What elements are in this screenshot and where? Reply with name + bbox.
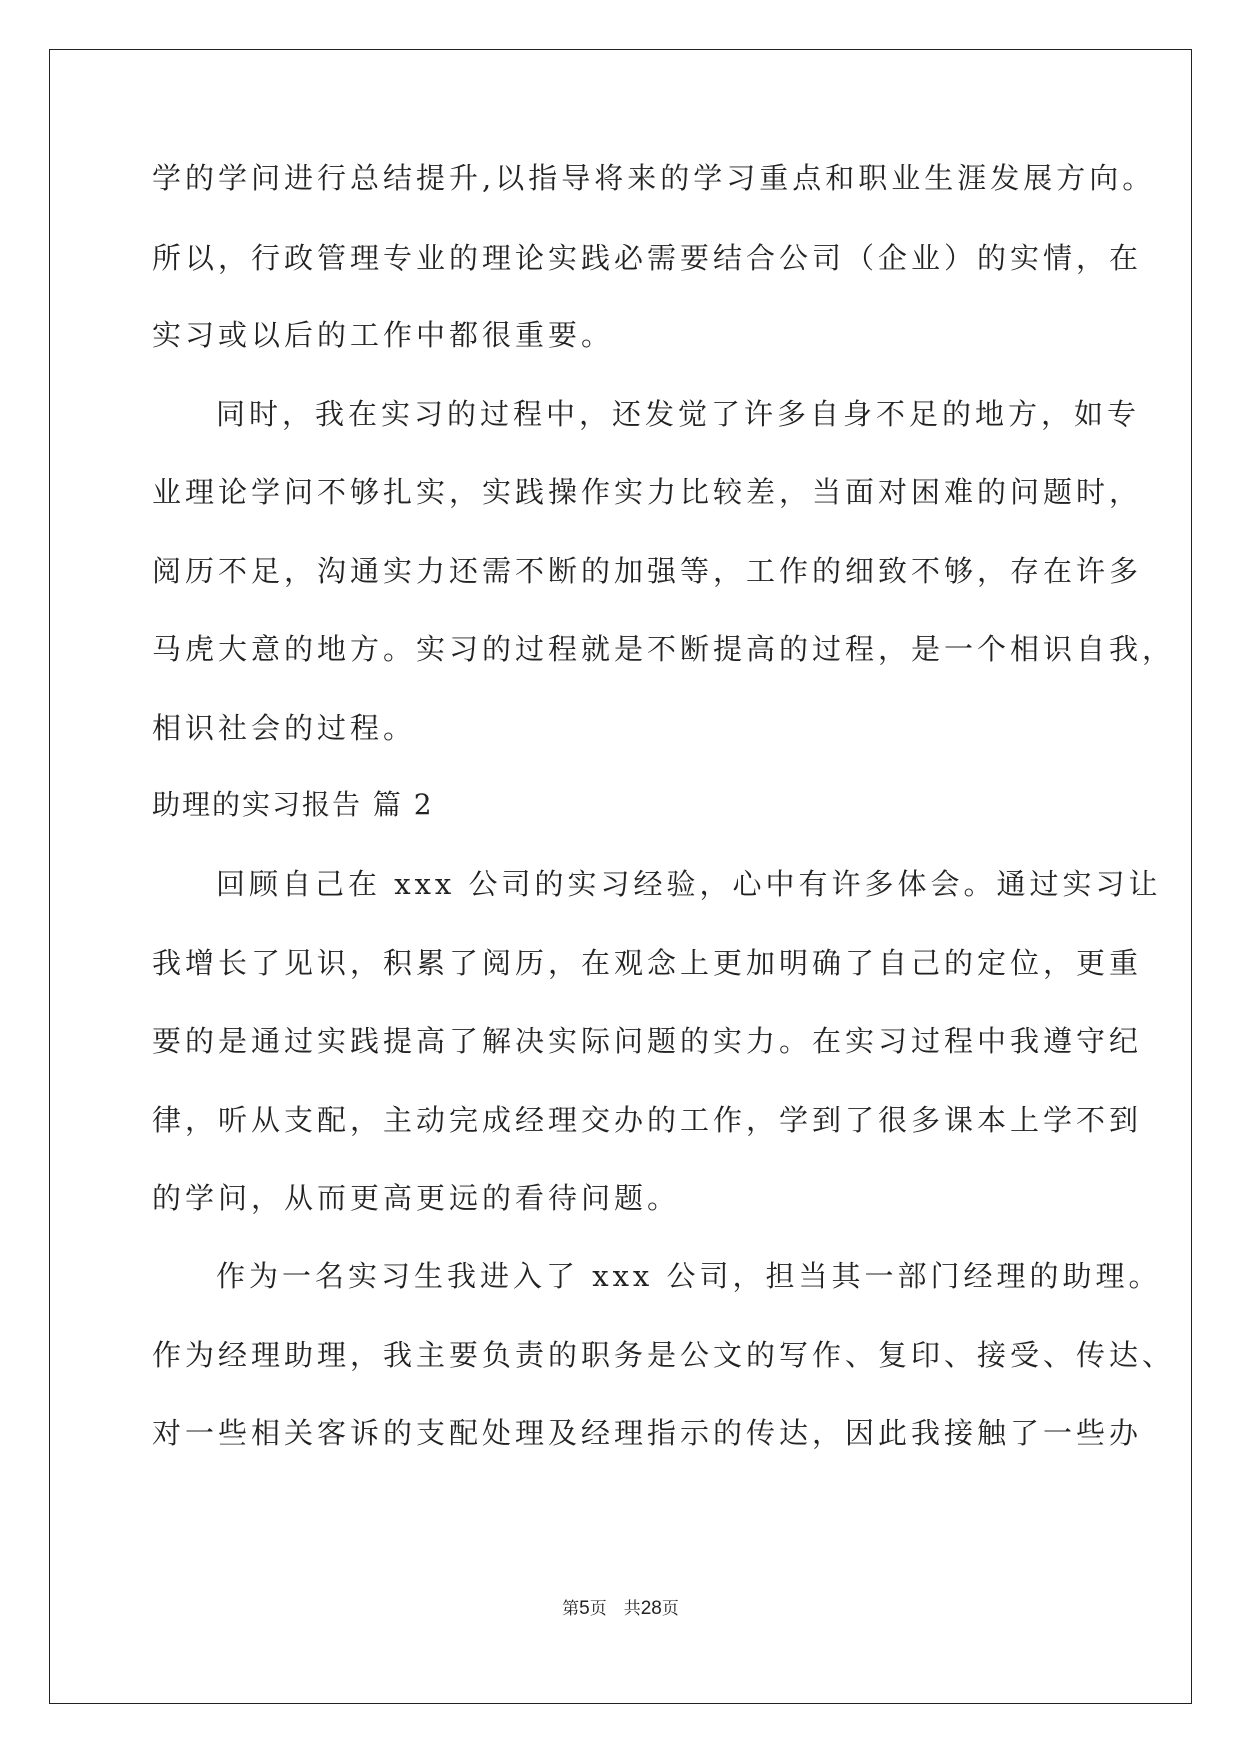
text-line: 回顾自己在 xxx 公司的实习经验，心中有许多体会。通过实习让	[216, 867, 1162, 901]
text-line: 马虎大意的地方。实习的过程就是不断提高的过程，是一个相识自我，	[152, 632, 1176, 666]
footer-prefix: 第	[562, 1599, 580, 1618]
text-line: 实习或以后的工作中都很重要。	[152, 318, 615, 352]
footer-mid: 页 共	[589, 1599, 641, 1618]
text-line: 对一些相关客诉的支配处理及经理指示的传达，因此我接触了一些办	[152, 1416, 1143, 1450]
text-line: 要的是通过实践提高了解决实际问题的实力。在实习过程中我遵守纪	[152, 1024, 1143, 1058]
footer-suffix: 页	[661, 1599, 679, 1618]
text-line: 的学问，从而更高更远的看待问题。	[152, 1181, 681, 1215]
text-line: 同时，我在实习的过程中，还发觉了许多自身不足的地方，如专	[216, 397, 1141, 431]
text-line: 作为一名实习生我进入了 xxx 公司，担当其一部门经理的助理。	[216, 1259, 1162, 1293]
page-total: 28	[640, 1598, 662, 1619]
text-line: 相识社会的过程。	[152, 711, 417, 745]
page-footer	[0, 1594, 1241, 1620]
text-line: 学的学问进行总结提升,以指导将来的学习重点和职业生涯发展方向。	[152, 161, 1156, 195]
text-line: 阅历不足，沟通实力还需不断的加强等，工作的细致不够，存在许多	[152, 554, 1143, 588]
text-line: 律，听从支配，主动完成经理交办的工作，学到了很多课本上学不到	[152, 1103, 1143, 1137]
text-line: 我增长了见识，积累了阅历，在观念上更加明确了自己的定位，更重	[152, 946, 1143, 980]
text-line: 业理论学问不够扎实，实践操作实力比较差，当面对困难的问题时，	[152, 475, 1143, 509]
text-line: 作为经理助理，我主要负责的职务是公文的写作、复印、接受、传达、	[152, 1338, 1176, 1372]
text-line: 所以，行政管理专业的理论实践必需要结合公司（企业）的实情，在	[152, 241, 1143, 275]
page-number: 5	[579, 1598, 590, 1619]
section-heading: 助理的实习报告 篇 2	[152, 788, 434, 821]
